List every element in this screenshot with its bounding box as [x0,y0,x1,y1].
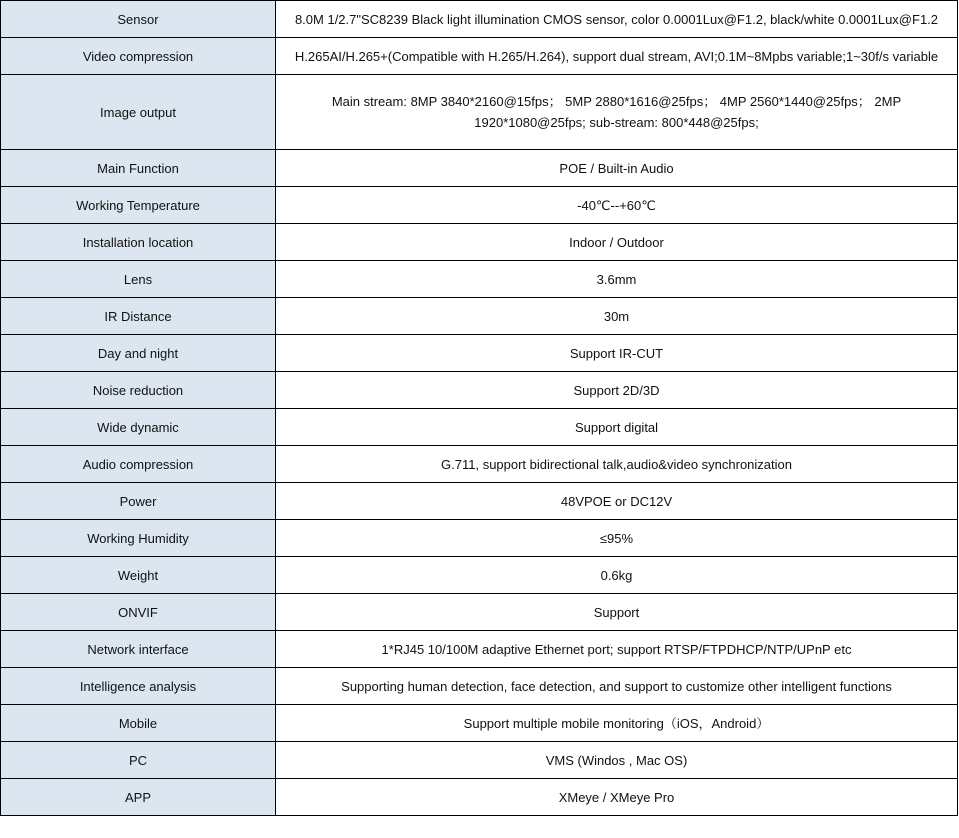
row-value: Support 2D/3D [276,372,958,409]
table-row [1,75,958,150]
table-row [1,187,958,224]
row-label: Working Humidity [1,520,276,557]
row-value: POE / Built-in Audio [276,150,958,187]
table-row [1,38,958,75]
table-row [1,557,958,594]
row-label: IR Distance [1,298,276,335]
row-label: Mobile [1,705,276,742]
table-row [1,446,958,483]
table-row [1,520,958,557]
row-value: Main stream: 8MP 3840*2160@15fps； 5MP 2880*1616@25fps； 4MP 2560*1440@25fps； 2MP 1920*1080@25fps; sub-stream: 800*448@25fps; [276,75,958,150]
table-row [1,372,958,409]
row-label: Intelligence analysis [1,668,276,705]
row-label: Installation location [1,224,276,261]
row-label: Day and night [1,335,276,372]
table-row [1,150,958,187]
row-label: Power [1,483,276,520]
row-value: Support [276,594,958,631]
table-row [1,335,958,372]
row-value: Support digital [276,409,958,446]
row-value: VMS (Windos , Mac OS) [276,742,958,779]
table-row [1,594,958,631]
row-value: 8.0M 1/2.7"SC8239 Black light illumination CMOS sensor, color 0.0001Lux@F1.2, black/white 0.0001Lux@F1.2 [276,1,958,38]
table-row [1,779,958,816]
row-label: Noise reduction [1,372,276,409]
row-value: 0.6kg [276,557,958,594]
table-row [1,224,958,261]
table-row [1,409,958,446]
row-label: Audio compression [1,446,276,483]
row-label: Video compression [1,38,276,75]
table-row [1,483,958,520]
row-label: Working Temperature [1,187,276,224]
row-label: Lens [1,261,276,298]
row-value: Support multiple mobile monitoring（iOS，Android） [276,705,958,742]
row-value: 30m [276,298,958,335]
row-label: APP [1,779,276,816]
row-value: -40℃--+60℃ [276,187,958,224]
row-label: Weight [1,557,276,594]
table-row [1,261,958,298]
row-value: ≤95% [276,520,958,557]
row-value: 3.6mm [276,261,958,298]
row-value: Supporting human detection, face detection, and support to customize other intelligent functions [276,668,958,705]
row-value: Support IR-CUT [276,335,958,372]
row-label: Main Function [1,150,276,187]
row-label: Image output [1,75,276,150]
row-label: Sensor [1,1,276,38]
row-label: PC [1,742,276,779]
table-row [1,705,958,742]
row-value: G.711, support bidirectional talk,audio&video synchronization [276,446,958,483]
row-label: Network interface [1,631,276,668]
row-value: 48VPOE or DC12V [276,483,958,520]
table-row [1,742,958,779]
table-row [1,631,958,668]
row-label: ONVIF [1,594,276,631]
table-row [1,1,958,38]
table-row [1,668,958,705]
row-value: 1*RJ45 10/100M adaptive Ethernet port; support RTSP/FTPDHCP/NTP/UPnP etc [276,631,958,668]
row-label: Wide dynamic [1,409,276,446]
row-value: Indoor / Outdoor [276,224,958,261]
row-value: H.265AI/H.265+(Compatible with H.265/H.264), support dual stream, AVI;0.1M~8Mpbs variable;1~30f/s variable [276,38,958,75]
table-row [1,298,958,335]
row-value: XMeye / XMeye Pro [276,779,958,816]
